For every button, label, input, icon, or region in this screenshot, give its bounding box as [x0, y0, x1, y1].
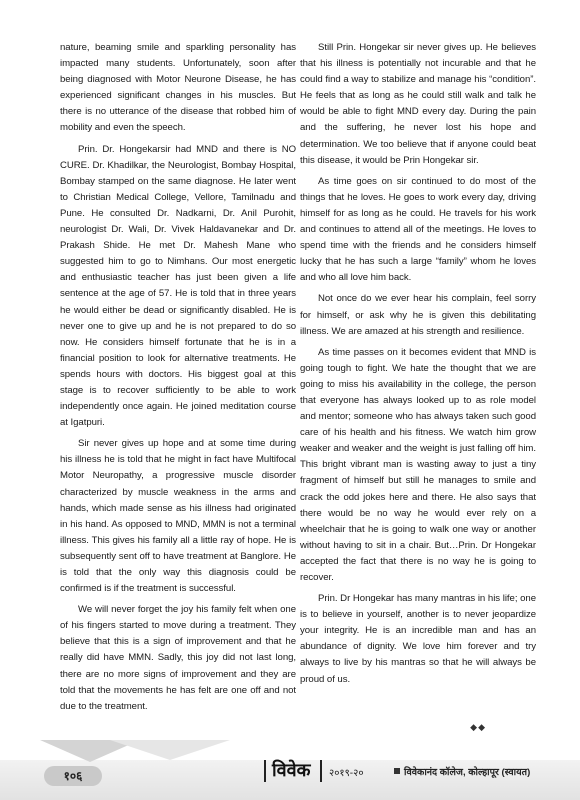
end-ornament: ◆◆ — [470, 722, 486, 732]
college-name-text: विवेकानंद कॉलेज, कोल्हापूर (स्वायत) — [404, 767, 531, 778]
right-column — [300, 40, 536, 693]
college-name — [394, 765, 530, 778]
footer-divider — [264, 760, 266, 782]
paragraph: We will never forget the joy his family felt when one of his fingers started to move during a treatment. They believe that this is a sign of improvement and that he really did have MMN. Sadly, this joy did not last long, there are no more signs of improvement and they are told that the movements he has felt are one off and not due to the treatment. — [60, 604, 296, 712]
footer-chevron — [110, 740, 230, 760]
paragraph: Not once do we ever hear his complain, feel sorry for himself, or ask why he is given this debilitating illness. We are amazed at his strength and resilience. — [300, 293, 536, 337]
bullet-icon — [394, 768, 400, 774]
paragraph: Prin. Dr. Hongekarsir had MND and there is NO CURE. Dr. Khadilkar, the Neurologist, Bombay Hospital, Bombay stamped on the same diagnose. He later went to Christian Medical College, Vellore, Tamilnadu and Pune. He consulted Dr. Nadkarni, Dr. Anil Purohit, neurologist Dr. Wali, Dr. Vivek Haldavanekar and Dr. Prakash Shide. He met Dr. Mahesh Mane who suggested him to go to Nimhans. Our most energetic and enthusiastic teacher has just been given a life sentence at the age of 57. He is told that in three years he would either be dead or significantly disabled. He is never one to give up and he is not prepared to do so now. He considers himself fortunate that he is in a financial position to look for alternative treatments. He spends hours with doctors. His biggest goal at this stage is to recover sufficiently to be able to work independently once again. He joined meditation course at Igatpuri. — [60, 143, 296, 429]
issue-year: २०१९-२० — [329, 768, 364, 779]
paragraph: Prin. Dr Hongekar has many mantras in his life; one is to believe in yourself, another is to never jeopardize your integrity. He is an incredible man and has an abundance of dignity. We love him forever and try always to live by his mantras so that he will always be proud of us. — [300, 593, 536, 685]
left-column — [60, 40, 296, 720]
paragraph: Sir never gives up hope and at some time during his illness he is told that he might in fact have Multifocal Motor Neuropathy, a progressive muscle disorder characterized by muscle weakness in the arms and hands, which made sense as his illness had originated in his hand. As opposed to MND, MMN is not a terminal illness. This gives his family all a little ray of hope. He is subsequently sent off to have treatment at Banglore. He is told that the only way this diagnosis could be confirmed is if the treatment is successful. — [60, 438, 296, 595]
magazine-title: विवेक — [272, 760, 311, 781]
paragraph: nature, beaming smile and sparkling personality has impacted many students. Unfortunately, soon after being diagnosed with Motor Neurone Disease, he has experienced significant changes in his muscles. But there is no utterance of the disease that robbed him of mobility and even the speech. — [60, 42, 296, 134]
page-number: १०६ — [44, 766, 102, 786]
footer-divider — [320, 760, 322, 782]
paragraph: Still Prin. Hongekar sir never gives up. He believes that his illness is potentially not incurable and that he could find a way to stabilize and manage his “condition”. He feels that as long as he could still walk and talk he would be able to fight MND every day. During the pain and the suffering, he never lost his hope and determination. We too believe that if anyone could beat this disease, it would be Prin Hongekar sir. — [300, 42, 536, 166]
paragraph: As time goes on sir continued to do most of the things that he loves. He goes to work every day, driving himself for as long as he could. He travels for his work and continues to attend all of the meetings. He loves to spend time with the friends and he considers himself lucky that he has such a large “family” whom he loves and who all love him back. — [300, 175, 536, 284]
paragraph: As time passes on it becomes evident that MND is going tough to fight. We hate the thought that we are going to miss his availability in the college, the person that everyone has always looked up to as role model and mentor; someone who has always taken such good care of his health and his fitness. We watch him grow weaker and weaker and the weight is just falling off him. This bright vibrant man is wasting away to just a tiny fragment of himself but still he manages to smile and crack the odd jokes here and there. He also says that there would be no way he would ever rely on a wheelchair that he is going to walk one way or another without having to sit in a chair. But…Prin. Dr Hongekar accepted the fact that there is no way he is going to recover. — [300, 346, 536, 583]
